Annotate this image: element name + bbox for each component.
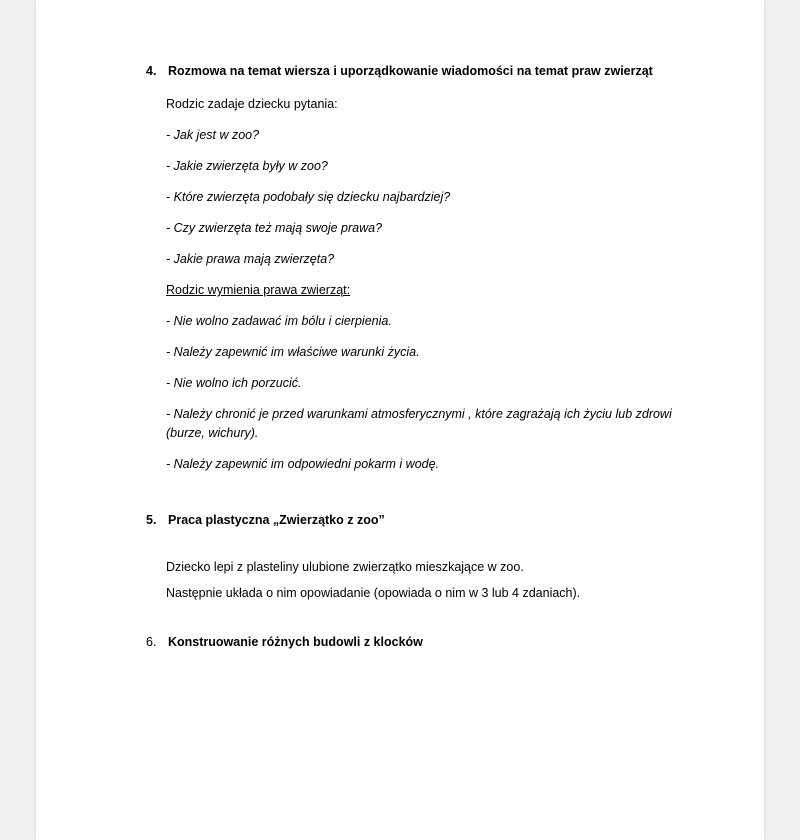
- section-title: Praca plastyczna „Zwierzątko z zoo”: [168, 513, 385, 527]
- page-content: [36, 0, 764, 840]
- rights-item: - Należy chronić je przed warunkami atmosferycznymi , które zagrażają ich życiu lub zdrowi (burze, wichury).: [166, 407, 672, 440]
- question-item: - Jak jest w zoo?: [166, 128, 260, 142]
- question-item: - Jakie prawa mają zwierzęta?: [166, 252, 335, 266]
- question-item: - Które zwierzęta podobały się dziecku najbardziej?: [166, 190, 451, 204]
- rights-item: - Nie wolno ich porzucić.: [166, 376, 302, 390]
- question-item: - Jakie zwierzęta były w zoo?: [166, 159, 328, 173]
- section-5-line: Dziecko lepi z plasteliny ulubione zwierzątko mieszkające w zoo.: [166, 560, 524, 574]
- section-number: 4.: [146, 64, 157, 78]
- question-item: - Czy zwierzęta też mają swoje prawa?: [166, 221, 383, 235]
- section-5-line: Następnie układa o nim opowiadanie (opowiada o nim w 3 lub 4 zdaniach).: [166, 586, 581, 600]
- section-number: 5.: [146, 513, 157, 527]
- document-page: [36, 0, 764, 840]
- section-number: 6.: [146, 635, 157, 649]
- rights-heading: Rodzic wymienia prawa zwierząt:: [166, 283, 351, 297]
- rights-item: - Należy zapewnić im właściwe warunki życia.: [166, 345, 420, 359]
- section-title: Konstruowanie różnych budowli z klocków: [168, 635, 423, 649]
- section-title: Rozmowa na temat wiersza i uporządkowanie wiadomości na temat praw zwierząt: [168, 64, 653, 78]
- section-4-intro: Rodzic zadaje dziecku pytania:: [166, 97, 338, 111]
- rights-item: - Należy zapewnić im odpowiedni pokarm i wodę.: [166, 457, 440, 471]
- rights-item: - Nie wolno zadawać im bólu i cierpienia.: [166, 314, 392, 328]
